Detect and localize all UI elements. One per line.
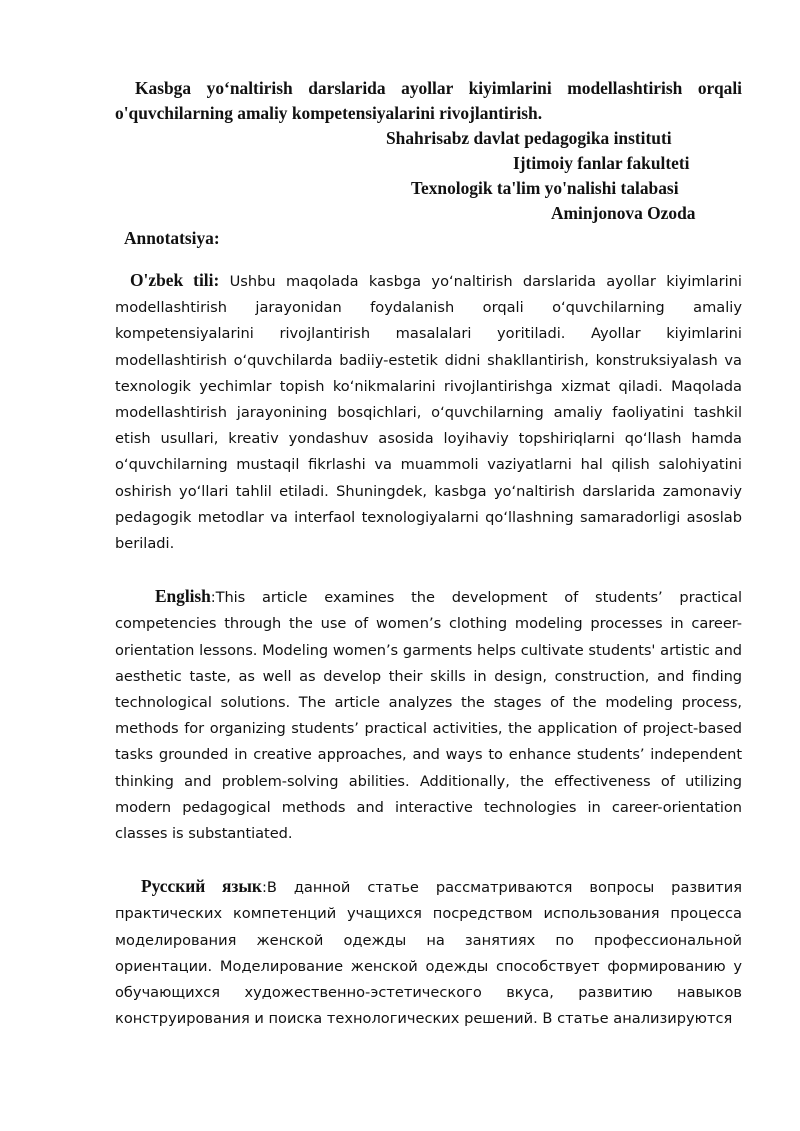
program-name: Texnologik ta'lim yo'nalishi talabasi xyxy=(411,178,679,198)
abstract-russian-label: Русский язык xyxy=(141,876,262,897)
abstract-english-text: :This article examines the development of students’ practical competencies through the use of women’s clothing modeling processes in career-orientation lessons. Modeling women’s garments helps cultivate students' artistic and aesthetic taste, as well as develop their skills in design, construction, and finding technological solutions. The article analyzes the stages of the modeling process, methods for organizing students’ practical activities, the application of project-based tasks grounded in creative approaches, and ways to enhance students’ independent thinking and problem-solving abilities. Additionally, the effectiveness of utilizing modern pedagogical methods and interactive technologies in career-orientation classes is substantiated. xyxy=(115,589,742,843)
author-name: Aminjonova Ozoda xyxy=(551,203,696,223)
abstract-uzbek-label: O'zbek tili: xyxy=(130,270,220,290)
abstract-english-label: English xyxy=(155,586,211,607)
annotation-heading: Annotatsiya: xyxy=(124,228,220,248)
abstract-uzbek xyxy=(115,267,742,557)
abstract-russian xyxy=(115,873,742,1032)
abstract-english xyxy=(115,583,742,847)
abstract-russian-text: :В данной статье рассматриваются вопросы развития практических компетенций учащихся посредством использования процесса моделирования женской одежды на занятиях по профессиональной ориентации. Моделирование женской одежды способствует формированию у обучающихся художественно-эстетического вкуса, развитию навыков конструирования и поиска технологических решений. В статье анализируются xyxy=(115,879,742,1028)
abstract-uzbek-text: Ushbu maqolada kasbga yoʻnaltirish darslarida ayollar kiyimlarini modellashtirish jarayonidan foydalanish orqali oʻquvchilarning amaliy kompetensiyalarini rivojlantirish masalalari yoritiladi. Ayollar kiyimlarini modellashtirish oʻquvchilarda badiiy-estetik didni shakllantirish, konstruksiyalash va texnologik yechimlar topish koʻnikmalarini rivojlantirishga xizmat qiladi. Maqolada modellashtirish jarayonining bosqichlari, oʻquvchilarning amaliy faoliyatini tashkil etish usullari, kreativ yondashuv asosida loyihaviy topshiriqlarni qoʻllash hamda oʻquvchilarning mustaqil fikrlashi va muammoli vaziyatlarni hal qilish salohiyatini oshirish yoʻllari tahlil etiladi. Shuningdek, kasbga yoʻnaltirish darslarida zamonaviy pedagogik metodlar va interfaol texnologiyalarni qoʻllashning samaradorligi asoslab beriladi. xyxy=(115,273,742,553)
faculty-name: Ijtimoiy fanlar fakulteti xyxy=(513,153,690,173)
institute-name: Shahrisabz davlat pedagogika instituti xyxy=(386,128,672,148)
document-page xyxy=(115,76,742,1032)
author-affiliation xyxy=(115,126,742,226)
article-title: Kasbga yo‘naltirish darslarida ayollar kiyimlarini modellashtirish orqali o'quvchilarning amaliy kompetensiyalarini rivojlantirish. xyxy=(115,78,742,123)
